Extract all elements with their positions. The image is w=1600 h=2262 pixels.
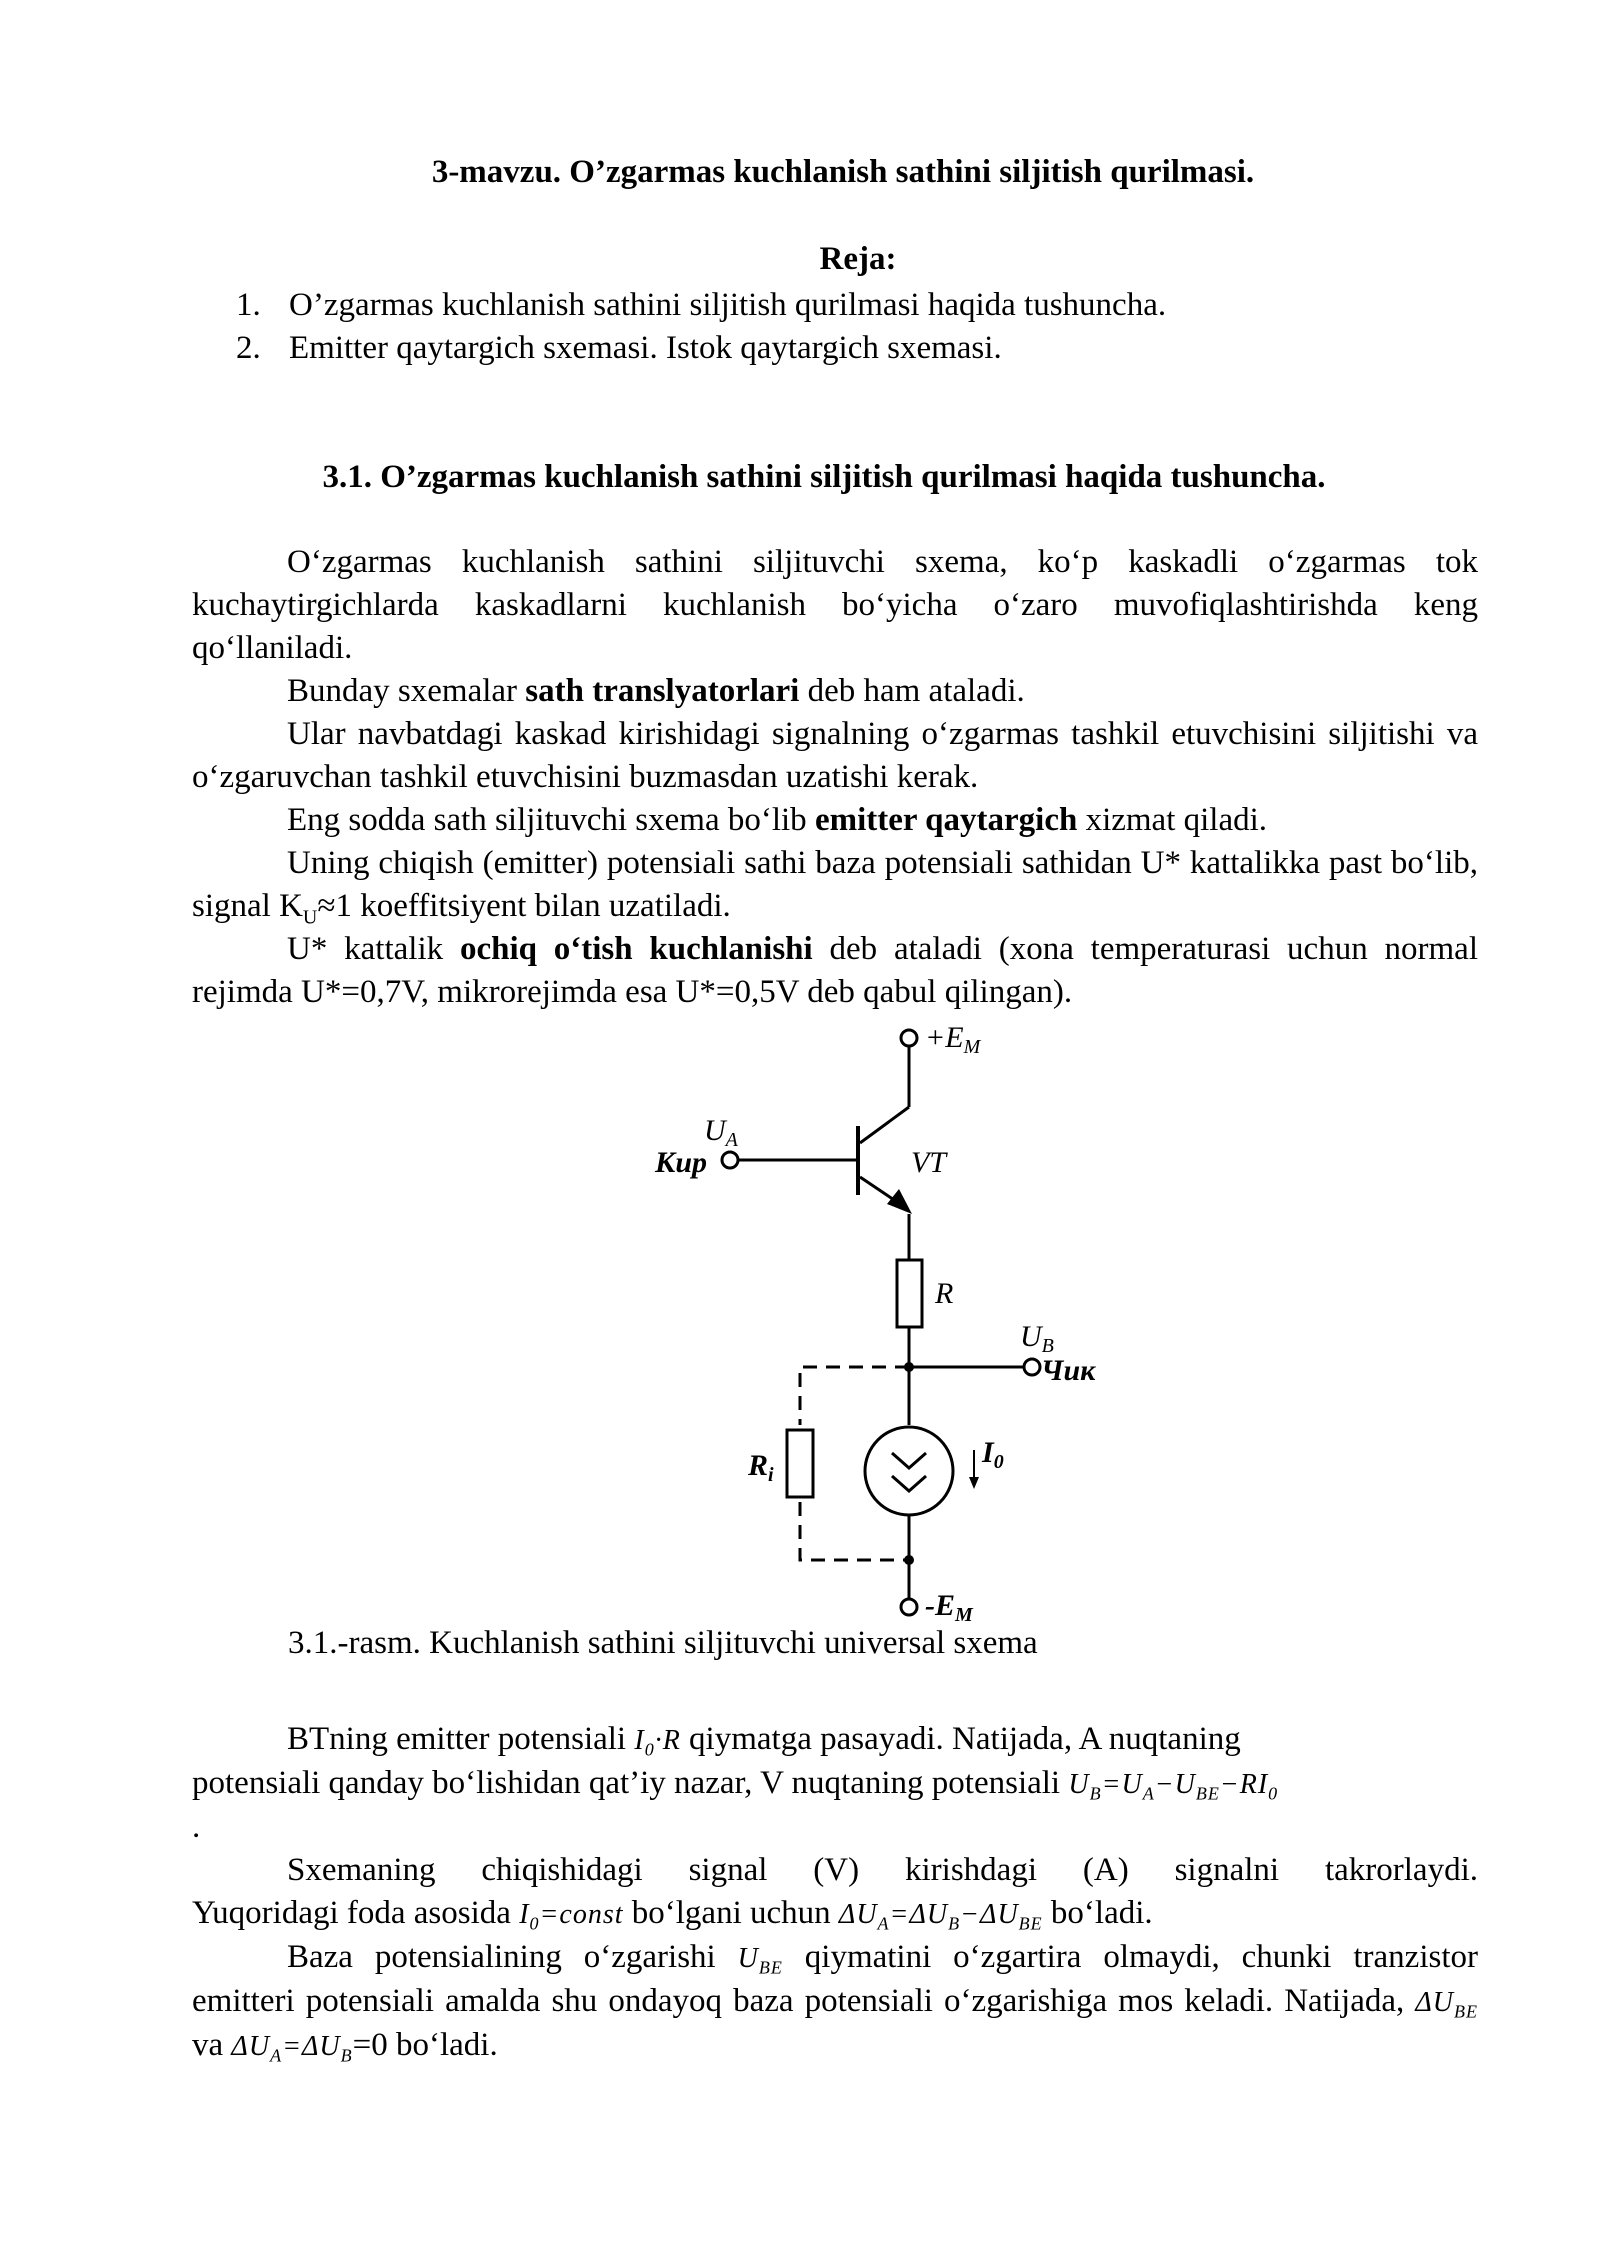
text-span: bo‘ladi. <box>1042 1895 1153 1931</box>
paragraph <box>192 1936 1478 2068</box>
text-span: Baza potensialining o‘zgarishi <box>287 1939 738 1975</box>
minus-em-label: $-E_M$ <box>925 1589 973 1626</box>
text-span: BTning emitter potensiali <box>287 1721 635 1757</box>
math-sub: 0 <box>644 1739 655 1760</box>
wire <box>860 1107 909 1143</box>
text-span: ≈1 koeffitsiyent bilan uzatiladi. <box>317 888 731 924</box>
plan-item-text: Emitter qaytargich sxemasi. Istok qaytargich sxemasi. <box>289 330 1002 366</box>
ri-label: $R_i$ <box>748 1449 774 1486</box>
math-i0-const: $I_0=const$ <box>519 1899 624 1934</box>
vt-label: VT <box>911 1146 947 1179</box>
section-title: 3.1. O’zgarmas kuchlanish sathini siljitish qurilmasi haqida tushuncha. <box>322 459 1326 495</box>
text-span: potensiali qanday bo‘lishidan qat’iy nazar, V nuqtaning potensiali <box>192 1765 1069 1801</box>
plan-item-text: O’zgarmas kuchlanish sathini siljitish qurilmasi haqida tushuncha. <box>289 287 1167 323</box>
text-span: Uning chiqish (emitter) potensiali sathi baza potensiali sathidan U* kattalikka past bo‘lib, signal K <box>192 845 1478 924</box>
text-span: Eng sodda sath siljituvchi sxema bo‘lib <box>287 802 815 838</box>
text-span: deb ham ataladi. <box>799 673 1025 709</box>
plan-heading: Reja: <box>819 241 897 277</box>
math-dua-dub: $\Delta U_A=\Delta U_B$ <box>231 2031 353 2066</box>
text-span: qiymatga pasayadi. Natijada, A nuqtaning <box>680 1721 1241 1757</box>
plan-item-number: 2. <box>236 330 261 366</box>
junction-dot <box>904 1555 914 1565</box>
math-ube: $U_{BE}$ <box>737 1943 783 1978</box>
ri-dashed-wire-top <box>800 1367 909 1425</box>
text-span: qiymatini o‘zgartira olmaydi, chunki tranzistor emitteri potensiali amalda shu ondayoq baza potensiali o‘zgarishiga mos keladi. Natijada, <box>192 1939 1478 2019</box>
math-i0r <box>634 1725 681 1760</box>
paragraph-line <box>192 1892 1478 1936</box>
text-span: xizmat qiladi. <box>1077 802 1268 838</box>
plus-em-terminal <box>901 1030 917 1046</box>
input-label: Кир <box>655 1146 708 1179</box>
body-text-bottom <box>192 1718 1478 2068</box>
text-span: va <box>192 2027 232 2063</box>
resistor-ri <box>787 1430 813 1497</box>
ub-label: $U_B$ <box>1020 1320 1054 1357</box>
output-terminal <box>1024 1359 1040 1375</box>
text-span: Yuqoridagi foda asosida <box>192 1895 520 1931</box>
text-span: =0 bo‘ladi. <box>352 2027 498 2063</box>
paragraph: O‘zgarmas kuchlanish sathini siljituvchi sxema, ko‘p kaskadli o‘zgarmas tok kuchaytirgichlarda kaskadlarni kuchlanish bo‘yicha o‘zaro muvofiqlashtirishda keng qo‘llaniladi. <box>192 544 1478 666</box>
text-span: deb ataladi (xona temperaturasi uchun normal rejimda U*=0,7V, mikrorejimda esa U*=0,5V deb qabul qilingan). <box>192 931 1478 1010</box>
math-dua-eq: $\Delta U_A=\Delta U_B-\Delta U_{BE}$ <box>838 1899 1043 1934</box>
text-span: bo‘lgani uchun <box>623 1895 839 1931</box>
math-part: ·R <box>654 1725 681 1756</box>
math-dube: $\Delta U_{BE}$ <box>1415 1987 1478 2022</box>
plan-item-number: 1. <box>236 287 261 323</box>
math-ub-eq: $U_B=U_A-U_{BE}-RI_0$ <box>1068 1769 1279 1804</box>
emitter-arrowhead <box>887 1189 912 1214</box>
ua-label: $U_A$ <box>704 1114 738 1151</box>
r-label: R <box>935 1277 954 1310</box>
bold-term: sath translyatorlari <box>525 673 800 709</box>
page-title: 3-mavzu. O’zgarmas kuchlanish sathini siljitish qurilmasi. <box>431 154 1255 190</box>
stray-dot: . <box>192 1809 201 1845</box>
bold-term: ochiq o‘tish kuchlanishi <box>459 931 813 967</box>
current-source <box>865 1427 953 1515</box>
paragraph <box>192 1718 1478 1762</box>
bold-term: emitter qaytargich <box>814 802 1078 838</box>
resistor-r <box>897 1260 922 1327</box>
figure-caption: 3.1.-rasm. Kuchlanish sathini siljituvchi universal sxema <box>288 1625 1038 1661</box>
paragraph-line: Sxemaning chiqishidagi signal (V) kirishdagi (A) signalni takrorlaydi. <box>287 1852 1478 1888</box>
text-span: U* kattalik <box>287 931 460 967</box>
junction-dot <box>904 1362 914 1372</box>
subscript: U <box>302 906 318 929</box>
math-part: I <box>634 1725 645 1756</box>
text-span: Bunday sxemalar <box>287 673 526 709</box>
i0-label: $I_0$ <box>982 1436 1004 1473</box>
i0-arrowhead <box>969 1477 979 1489</box>
input-terminal <box>722 1152 738 1168</box>
output-label: Чик <box>1041 1354 1096 1387</box>
paragraph: Ular navbatdagi kaskad kirishidagi signalning o‘zgarmas tashkil etuvchisini siljitishi va o‘zgaruvchan tashkil etuvchisini buzmasdan uzatishi kerak. <box>192 716 1478 795</box>
minus-em-terminal <box>901 1599 917 1615</box>
paragraph-line <box>192 1762 1478 1806</box>
plus-em-label: $+E_M$ <box>925 1021 981 1058</box>
